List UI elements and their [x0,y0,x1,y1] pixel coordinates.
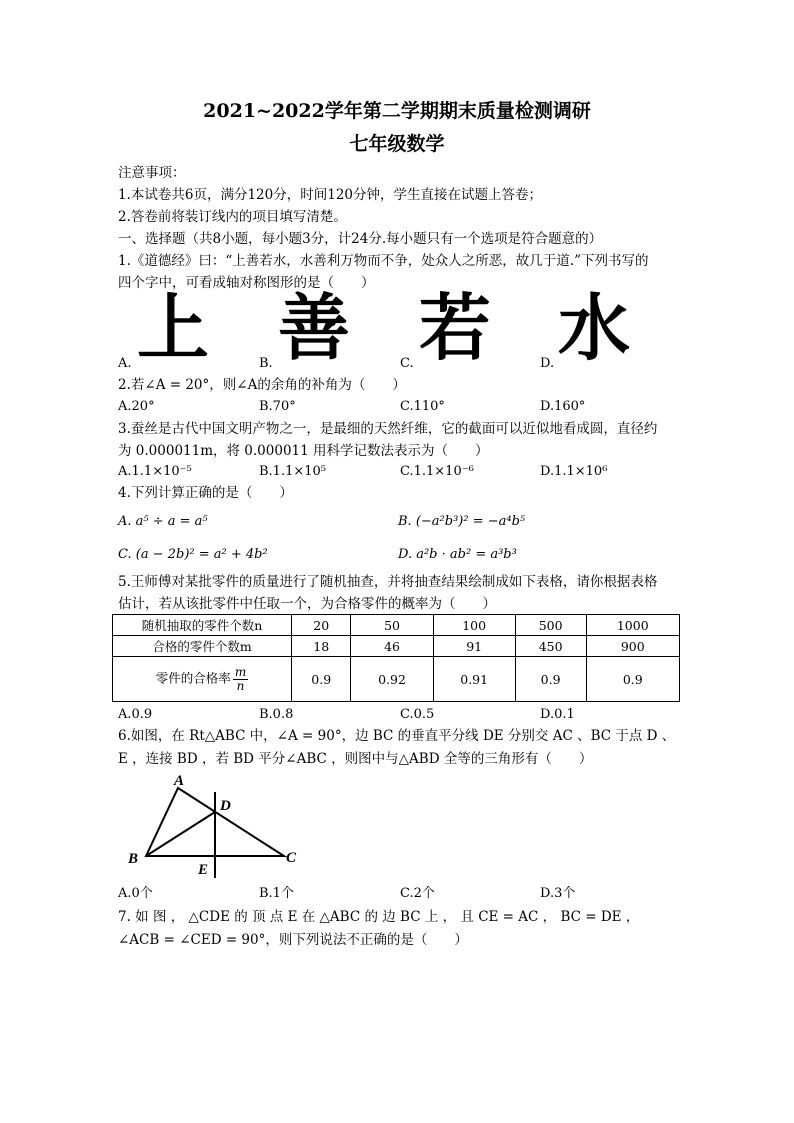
q4-option-d: D. a²b · ab² = a³b³ [398,547,517,562]
fraction-numerator: m [234,664,247,679]
q1-char-b: 善 [278,286,351,370]
table-cell: 500 [515,615,586,636]
q6-stem-line2: E ，连接 BD ，若 BD 平分∠ABC ，则图中与△ABD 全等的三角形有（ ） [118,751,593,767]
q2-stem: 2.若∠A = 20°，则∠A的余角的补角为（ ） [118,377,406,393]
q2-option-b: B.70° [259,399,296,414]
label-b: B [128,851,139,867]
table-cell: 50 [351,615,433,636]
label-a: A [174,773,185,789]
q5-stem-line2: 估计，若从该批零件中任取一个，为合格零件的概率为（ ） [118,596,496,612]
rate-fraction [233,666,248,692]
table-cell: 0.9 [515,657,586,702]
table-cell: 900 [586,636,679,657]
q3-stem-line2: 为 0.000011m，将 0.000011 用科学记数法表示为（ ） [118,443,489,459]
q2-option-c: C.110° [400,399,445,414]
q5-data-table [112,614,680,702]
q4-option-a: A. a⁵ ÷ a = a⁵ [118,514,208,529]
table-row [113,657,680,702]
table-cell: 20 [292,615,351,636]
q3-option-b: B.1.1×10⁵ [259,464,327,479]
exam-title: 2021~2022学年第二学期期末质量检测调研 [203,100,591,122]
table-row [113,636,680,657]
table-cell: 0.91 [433,657,515,702]
notice-item-2: 2.答卷前将装订线内的项目填写清楚。 [118,209,347,225]
row-label-rate: 零件的合格率 [155,670,231,686]
notice-heading: 注意事项： [118,165,186,181]
q6-triangle-figure [120,770,310,882]
table-cell: 18 [292,636,351,657]
q3-stem-line1: 3.蚕丝是古代中国文明产物之一，是最细的天然纤维，它的截面可以近似地看成圆，直径约 [118,421,658,437]
section-heading: 一、选择题（共8小题，每小题3分，计24分.每小题只有一个选项是符合题意的） [118,231,603,247]
q6-stem-line1: 6.如图，在 Rt△ABC 中，∠A = 90°，边 BC 的垂直平分线 DE 分别交 AC 、BC 于点 D 、 [118,728,676,744]
q5-stem-line1: 5.王师傅对某批零件的质量进行了随机抽查，并将抽查结果绘制成如下表格，请你根据表格 [118,574,658,590]
row-label-qualified: 合格的零件个数m [113,636,292,657]
q7-stem-line2: ∠ACB = ∠CED = 90°，则下列说法不正确的是（ ） [118,932,468,948]
q1-char-d: 水 [558,286,631,370]
table-cell: 1000 [586,615,679,636]
exam-subtitle: 七年级数学 [349,133,445,155]
fraction-denominator: n [236,678,245,693]
table-cell: 91 [433,636,515,657]
table-cell: 0.92 [351,657,433,702]
q1-option-b: B. [259,356,273,371]
table-cell: 0.9 [292,657,351,702]
q5-option-a: A.0.9 [118,707,153,722]
q5-option-d: D.0.1 [540,707,575,722]
label-c: C [286,850,297,866]
q4-stem: 4.下列计算正确的是（ ） [118,485,293,501]
q5-option-b: B.0.8 [259,707,294,722]
q4-option-b: B. (−a²b³)² = −a⁴b⁵ [398,514,526,529]
table-cell: 0.9 [586,657,679,702]
q6-option-d: D.3个 [540,886,576,901]
q3-option-a: A.1.1×10⁻⁵ [118,464,192,479]
q1-stem-line2: 四个字中，可看成轴对称图形的是（ ） [118,275,375,291]
q3-option-d: D.1.1×10⁶ [540,464,608,479]
table-cell: 46 [351,636,433,657]
q4-option-c: C. (a − 2b)² = a² + 4b² [118,547,268,562]
label-e: E [198,862,209,878]
q2-option-d: D.160° [540,399,586,414]
q3-option-c: C.1.1×10⁻⁶ [400,464,474,479]
table-cell: 450 [515,636,586,657]
q6-option-c: C.2个 [400,886,435,901]
q7-stem-line1: 7. 如 图 ， △CDE 的 顶 点 E 在 △ABC 的 边 BC 上 ， 且 CE = AC ， BC = DE ， [118,909,640,925]
table-cell: 100 [433,615,515,636]
label-d: D [220,798,231,814]
notice-item-1: 1.本试卷共6页，满分120分，时间120分钟，学生直接在试题上答卷； [118,187,543,203]
table-row [113,615,680,636]
q2-option-a: A.20° [118,399,155,414]
q1-char-c: 若 [419,286,492,370]
row-label-rate-cell [113,657,292,702]
row-label-sampled: 随机抽取的零件个数n [113,615,292,636]
q1-option-a: A. [118,356,132,371]
q1-stem-line1: 1.《道德经》曰：“上善若水，水善利万物而不争，处众人之所恶，故几于道.”下列书写的 [118,253,649,269]
q6-option-b: B.1个 [259,886,294,901]
q1-char-a: 上 [137,286,210,370]
q5-option-c: C.0.5 [400,707,435,722]
q6-option-a: A.0个 [118,886,153,901]
q1-option-c: C. [400,356,414,371]
q1-option-d: D. [540,356,555,371]
